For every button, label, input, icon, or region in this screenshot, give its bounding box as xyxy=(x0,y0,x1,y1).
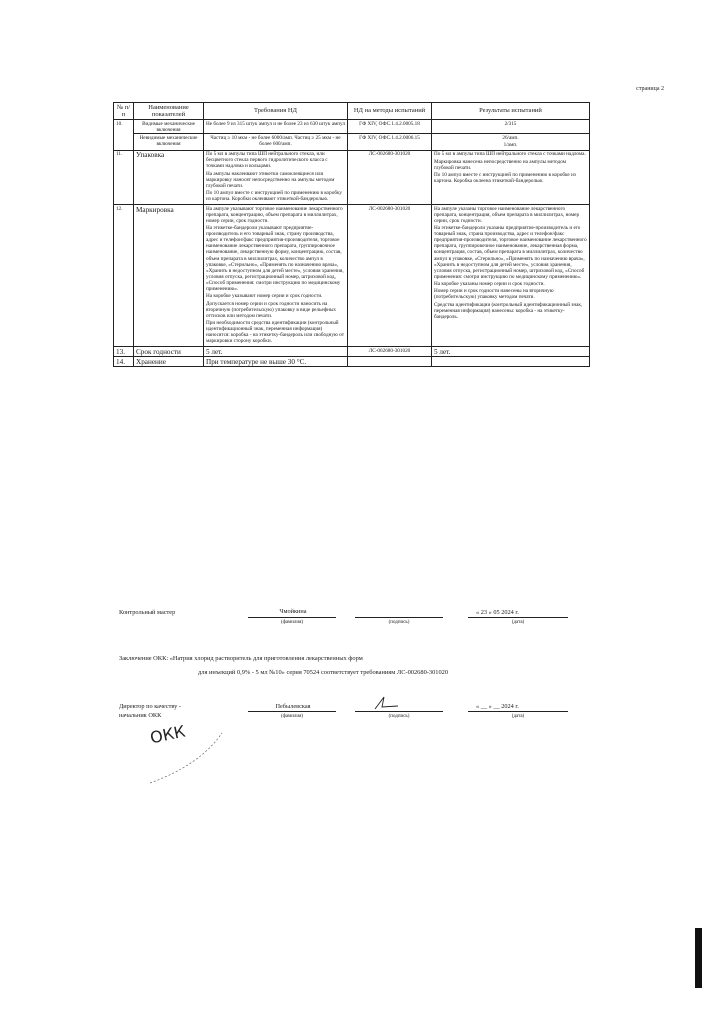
table-row xyxy=(114,357,590,367)
paragraph: Номер серии и срок годности нанесены на вторичную (потребительскую) упаковку методом печати. xyxy=(434,288,554,301)
header-method: НД на методы испытаний xyxy=(348,103,432,120)
paragraph: По 10 ампул вместе с инструкцией по применению в коробке из картона. Коробка оклеена этикеткой-бандеролью. xyxy=(434,171,576,184)
row-name: Срок годности xyxy=(134,347,204,357)
row-num: 12. xyxy=(114,205,134,347)
row-requirement xyxy=(204,205,348,347)
name-caption: (фамилия) xyxy=(280,714,304,719)
header-num: № п/п xyxy=(114,103,134,120)
name-underline xyxy=(248,617,336,618)
row-name: Видимые механические включения xyxy=(134,120,204,134)
table-row xyxy=(114,134,590,151)
paragraph: На ампуле указаны торговое наименование лекарственного препарата, концентрация, объем препарата в миллилитрах, номер серии, срок годности. xyxy=(434,205,580,224)
paragraph: На этикетке-бандероли указаны предприятие-производитель и его товарный знак, страна производства, адрес и телефон/факс предприятия-производителя, торговое наименование лекарственного препарата, группировочное наименование, лекарственная форма, концентрация, состав, объем препарата в миллилитрах, количество ампул в упаковке, «Стерильно», «Применять по назначению врача», «Хранить в недоступном для детей месте», условия хранения, условия отпуска, регистрационный номер, штриховой код, «Способ применения: смотри инструкцию по медицинскому применению». xyxy=(434,225,587,280)
conclusion-line-2: для инъекций 0,9% - 5 мл №10» серия 70524 соответствует требованиям ЛС-002680-301020 xyxy=(198,669,449,676)
name-caption: (фамилия) xyxy=(280,620,304,625)
paragraph: По 10 ампул вместе с инструкцией по применению в коробку из картона. Коробки оклеивают этикеткой-бандеролью. xyxy=(206,190,342,203)
paragraph: При необходимости средства идентификации (контрольный идентификационный знак, переменная информация) наносятся: коробка - на этикетку-бандероль или свободную от маркировки сторону коробки. xyxy=(206,320,344,345)
row-num: 13. xyxy=(114,347,134,357)
paragraph: По 5 мл в ампулы типа ШП нейтрального стекла, или бесцветного стекла первого гидролитического класса с точками надлома и кольцами. xyxy=(206,151,328,170)
row-method: ЛС-002680-301020 xyxy=(348,150,432,204)
paragraph: На ампуле указывают торговое наименование лекарственного препарата, концентрацию, объем препарата в миллилитрах, номер серии, срок годности. xyxy=(206,205,343,224)
signature-caption: (подпись) xyxy=(388,620,410,625)
row-num: 14. xyxy=(114,357,134,367)
stamp-circle-icon xyxy=(140,725,230,785)
scan-edge-mark xyxy=(695,928,702,988)
director-date: « __ » __ 2024 г. xyxy=(476,703,519,710)
row-method xyxy=(348,357,432,367)
row-name: Маркировка xyxy=(134,205,204,347)
row-method: ЛС-002680-301020 xyxy=(348,347,432,357)
date-caption: (дата) xyxy=(511,714,525,719)
table-row xyxy=(114,205,590,347)
test-results-table xyxy=(113,102,590,367)
signature-caption: (подпись) xyxy=(388,714,410,719)
paragraph: По 5 мл в ампулы типа ШП нейтрального стекла с точками надлома. xyxy=(434,151,586,158)
row-num: 11. xyxy=(114,150,134,204)
conclusion-line-1: Заключение ОКК: «Натрия хлорид растворитель для приготовления лекарственных форм xyxy=(119,655,363,662)
row-method: ГФ XIV, ОФС.1.4.2.0005.18 xyxy=(348,120,432,134)
director-label-1: Директор по качеству - xyxy=(119,703,181,710)
paragraph: На коробке указывают номер серии и срок годности. xyxy=(206,293,323,300)
director-label-2: начальник ОКК xyxy=(119,712,162,719)
row-result xyxy=(432,357,590,367)
date-underline xyxy=(468,711,568,712)
signature-underline xyxy=(355,617,443,618)
header-results: Результаты испытаний xyxy=(432,103,590,120)
paragraph: На этикетке-бандероли указывают предприятие-производитель и его товарный знак, страну производства, адрес и телефон/факс предприятия-производителя, торговое наименование лекарственного препарата, группировочное наименование, лекарственную форму, концентрацию, состав, объем препарата в миллилитрах, количество ампул в упаковке, «Стерильно», «Применять по назначению врача», «Хранить в недоступном для детей месте», условия хранения, условия отпуска, регистрационный номер, штриховой код, «Способ применения: смотри инструкцию по медицинскому применению». xyxy=(206,225,344,292)
control-master-date: « 23 » 05 2024 г. xyxy=(476,609,519,616)
row-result: 2/315 xyxy=(432,120,590,134)
table-row xyxy=(114,347,590,357)
paragraph: Маркировка нанесена непосредственно на ампулы методом глубокой печати. xyxy=(434,158,567,171)
row-result xyxy=(432,150,590,204)
row-result-line: 1/амп. xyxy=(503,141,518,148)
paragraph: На коробке указаны номер серии и срок годности. xyxy=(434,281,545,288)
row-name: Невидимые механические включения xyxy=(134,134,204,151)
name-underline xyxy=(248,711,336,712)
row-name: Упаковка xyxy=(134,150,204,204)
header-requirements: Требования НД xyxy=(204,103,348,120)
page-number: страница 2 xyxy=(636,86,664,92)
table-header-row xyxy=(114,103,590,120)
row-requirement: 5 лет. xyxy=(204,347,348,357)
row-name: Хранение xyxy=(134,357,204,367)
row-result-line: 26/амп. xyxy=(502,134,519,141)
header-name: Наименование показателей xyxy=(134,103,204,120)
row-method: ЛС-002680-301020 xyxy=(348,205,432,347)
row-num: 10. xyxy=(114,120,134,151)
row-requirement: Частиц ≥ 10 мкм - не более 6000/амп. Частиц ≥ 25 мкм - не более 600/амп. xyxy=(204,134,348,151)
director-name: Пебылевская xyxy=(275,703,311,710)
paragraph: Средства идентификации (контрольный идентификационный знак, переменная информация) нанесены: коробка - на этикетку-бандероль. xyxy=(434,301,583,320)
row-requirement: Не более 9 из 315 штук ампул и не более 23 из 630 штук ампул xyxy=(204,120,348,134)
control-master-name: Чмойкина xyxy=(279,608,307,615)
table-row xyxy=(114,150,590,204)
row-method: ГФ XIV, ОФС.1.4.2.0006.15 xyxy=(348,134,432,151)
signature-underline xyxy=(355,711,443,712)
date-underline xyxy=(468,617,568,618)
row-requirement xyxy=(204,150,348,204)
okk-stamp: ОКК xyxy=(148,721,187,748)
row-result xyxy=(432,205,590,347)
row-result xyxy=(432,134,590,151)
signature-mark xyxy=(372,694,402,712)
control-master-label: Контрольный мастер xyxy=(119,609,176,616)
row-requirement: При температуре не выше 30 °С. xyxy=(204,357,348,367)
row-result: 5 лет. xyxy=(432,347,590,357)
date-caption: (дата) xyxy=(511,620,525,625)
paragraph: Допускается номер серии и срок годности наносить на вторичную (потребительскую) упаковку в виде рельефных оттисков или методом печати. xyxy=(206,300,337,319)
paragraph: На ампулы наклеивают этикетки самоклеящиеся или маркировку наносят непосредственно на ампулы методом глубокой печати. xyxy=(206,170,335,189)
table-row xyxy=(114,120,590,134)
